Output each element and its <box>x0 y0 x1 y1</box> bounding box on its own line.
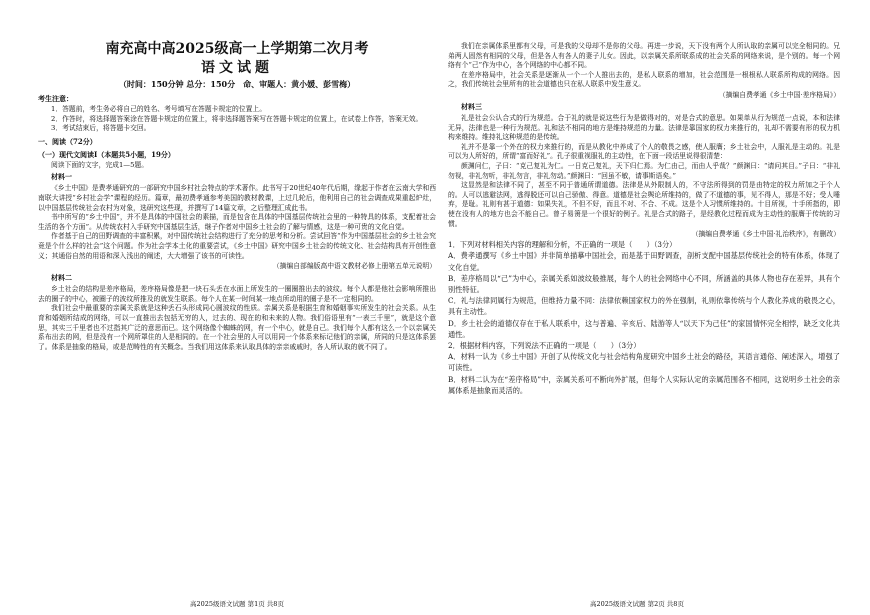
reading-instruction: 阅读下面的文字，完成1—5题。 <box>51 160 149 169</box>
material-3-paragraph: 礼并不是靠一个外在的权力来推行的，而是从教化中养成了个人的敬畏之感，使人服膺；乡土社会中，人服礼是主动的。礼是可以为人所好的，所谓“富而好礼”。孔子很重视服礼的主动性，在下面一段话里说得很清楚： <box>448 142 840 161</box>
material-3-source: （摘编自费孝通《乡土中国·礼治秩序》，有删改） <box>691 230 840 239</box>
notice-item: 2．作答时，将选择题答案涂在答题卡规定的位置上，将非选择题答案写在答题卡规定的位置上，在试卷上作答，答案无效。 <box>51 114 423 123</box>
notice-item: 3．考试结束后，将答题卡交回。 <box>51 124 151 133</box>
material-2-paragraph: 在差序格局中，社会关系是逐渐从一个一个人推出去的，是私人联系的增加，社会范围是一根根私人联系所构成的网络。因之，我们传统社会里所有的社会道德也只在私人联系中发生意义。 <box>448 70 840 89</box>
exam-title: 南充高中高2025级高一上学期第二次月考 <box>105 41 369 57</box>
material-3-quote: 颜渊问仁，子曰：“克己复礼为仁。一日克己复礼，天下归仁焉。为仁由己，而由人乎哉？”颜渊曰：“请问其目。”子曰：“非礼勿视，非礼勿听，非礼勿言，非礼勿动。”颜渊曰：“回虽不敏，请事斯语矣。” <box>448 161 840 180</box>
material-1-paragraph: 《乡土中国》是费孝通研究的一部研究中国乡村社会特点的学术著作。此书写于20世纪40年代后期，缘起于作者在云南大学和西南联大讲授“乡村社会学”课程的经历。篇章，最初费孝通参考美国的教材教课，上过几轮后，他利用自己的社会调查成果重起炉灶，以中国基层传统社会农村为对象，选研究这些现，并撰写了14篇文章，之后整理汇成此书。 <box>38 184 436 212</box>
material-3-paragraph: 礼是社会公认合式的行为规范。合于礼的就是说这些行为是做得对的，对是合式的意思。如果单从行为规范一点说，本和法律无异，法律也是一种行为规范。礼和法不相同的地方是维持规范的力量。法律是靠国家的权力来推行的，礼却不需要有形的权力机构来维持。维持礼这种规范的是传统。 <box>448 113 840 142</box>
question-1-stem: 1．下列对材料相关内容的理解和分析，不正确的一项是（ ）（3分） <box>448 240 677 250</box>
question-1-option: D．乡土社会的道德仅存在于私人联系中，这与普遍、辛亥后、陆游等人“以天下为己任”的家国情怀完全相悖，缺乏文化共通性。 <box>448 318 840 339</box>
material-1-paragraph: 书中所写的“乡土中国”，并不是具体的中国社会的素描，而是包含在具体的中国基层传统社会里的一种特具的体系，支配着社会生活的各个方面”。从传统农村入手研究中国基层生活，继子作者对中国乡土社会的了解与情感，这是一种可贵的文化自觉。 <box>38 213 436 231</box>
material-3-paragraph: 这显然是和法律不同了，甚至不同于普通所谓道德。法律是从外限制人的，不守法所得到的罚是由特定的权力所加之于个人的。人可以逃避法网，逃得脱还可以自己骄傲、得意。道德是社会舆论所维持的，做了不道德的事，见不得人，那是不好；受人唾弃，是耻。礼则有甚于道德：如果失礼，不但不好，而且不对、不合、不成。这是个人习惯所维持的。十目所视，十手所指的，即使在没有人的地方也会不能自己。曾子易箦是一个很好的例子。礼是合式的路子，是经教化过程而成为主动性的服膺于传统的习惯。 <box>448 181 840 228</box>
material-3-label: 材料三 <box>461 101 482 111</box>
material-1-label: 材料一 <box>51 172 72 182</box>
question-1-option: C．礼与法律同属行为规范，但维持力量不同：法律依赖国家权力的外在强制，礼则依靠传统与个人教化养成的敬畏之心，具有主动性。 <box>448 296 840 317</box>
right-page <box>448 42 840 396</box>
exam-meta: （时间：150分钟 总分：150分 命、审题人：黄小媛、彭雪梅） <box>118 79 356 89</box>
notice-item: 1．答题前，考生务必将自己的姓名、考号填写在答题卡规定的位置上。 <box>51 105 267 113</box>
question-2-stem: 2．根据材料内容，下列说法不正确的一项是（ ）（3分） <box>448 340 641 350</box>
subsection-heading: （一）现代文阅读Ⅰ（本题共5小题，19分） <box>38 149 175 159</box>
notice-heading: 考生注意： <box>38 94 73 103</box>
question-1-option: A．费孝通撰写《乡土中国》并非简单描摹中国社会，而是基于田野调查，剖析支配中国基层传统社会的特有体系，体现了文化自觉。 <box>448 251 840 272</box>
left-page <box>38 40 436 352</box>
material-1-paragraph: 作者基于自己的田野调查的丰富积累，对中国传统社会结构进行了充分的思考和分析。尝试回答“作为中国基层社会的乡土社会究竟是个什么样的社会”这个问题。作为社会学本土化的重要尝试，《乡土中国》研究中国乡土社会的传统文化、社会结构具有开创性意义；其通俗自然的用语和深入浅出的阐述，大大增强了该书的可读性。 <box>38 232 436 260</box>
material-1-source: （摘编自部编版高中语文教材必修上册第五单元说明） <box>272 262 436 271</box>
material-2-source: （摘编自费孝通《乡土中国·差序格局》） <box>718 90 840 99</box>
page-footer-left: 高2025级语文试题 第1页 共8页 <box>190 600 284 608</box>
section-heading: 一、阅读（72分） <box>38 136 97 146</box>
material-2-paragraph: 我们在亲属体系里都有父母，可是我的父母却不是你的父母。再进一步说，天下没有两个人所认取的亲属可以完全相同的。兄弟两人固然有相同的父母，但是各人有各人的妻子儿女。因此，以亲属关系所联系成的社会关系的网络来说，是个别的。每一个网络有个“己”作为中心，各个网络的中心都不同。 <box>448 42 840 70</box>
material-2-paragraph: 我们社会中最重要的亲属关系就是这种丢石头形成同心圆波纹的性质。亲属关系是根据生育和婚姻事实所发生的社会关系。从生育和婚姻所结成的网络，可以一直推出去包括无穷的人，过去的、现在的和未来的人物。我们俗语里有“一表三千里”，就是这个意思，其实三千里者也不过指其广泛的意思而已。这个网络像个蜘蛛的网，有一个中心，就是自己。我们每个人都有这么一个以亲属关系布出去的网，但是没有一个网所罩住的人是相同的。在一个社会里的人可以用同一个体系来标记他们的亲属，所同的只是这体系罢了。体系是抽象的格局，或是范畴性的有关概念。当我们用这体系来认取具体的亲亲戚戚时，各人所认取的就不同了。 <box>38 304 436 351</box>
exam-subtitle: 语文试题 <box>201 60 273 76</box>
question-2-option: A．材料一认为《乡土中国》开创了从传统文化与社会结构角度研究中国乡土社会的路径，其语言通俗、阐述深入，增强了可读性。 <box>448 352 840 373</box>
page-footer-right: 高2025级语文试题 第2页 共8页 <box>590 600 684 608</box>
question-1-option: B．差序格局以“己”为中心，亲属关系如波纹般推展，每个人的社会网络中心不同，所涵盖的具体人物也存在差异，具有个别性特征。 <box>448 273 840 294</box>
material-2-label: 材料二 <box>51 273 72 283</box>
material-2-paragraph: 乡土社会的结构是差序格局，差序格局像是把一块石头丢在水面上所发生的一圈圈推出去的波纹。每个人都是他社会影响所推出去的圈子的中心，被圈子的波纹所推及的就发生联系。每个人在某一时间某一地点所动用的圈子是不一定相同的。 <box>38 285 436 303</box>
question-2-option: B．材料二认为在“差序格局”中，亲属关系可不断向外扩展，但每个人实际认定的亲属范围各不相同，这说明乡土社会的亲属体系是抽象而灵活的。 <box>448 374 840 395</box>
